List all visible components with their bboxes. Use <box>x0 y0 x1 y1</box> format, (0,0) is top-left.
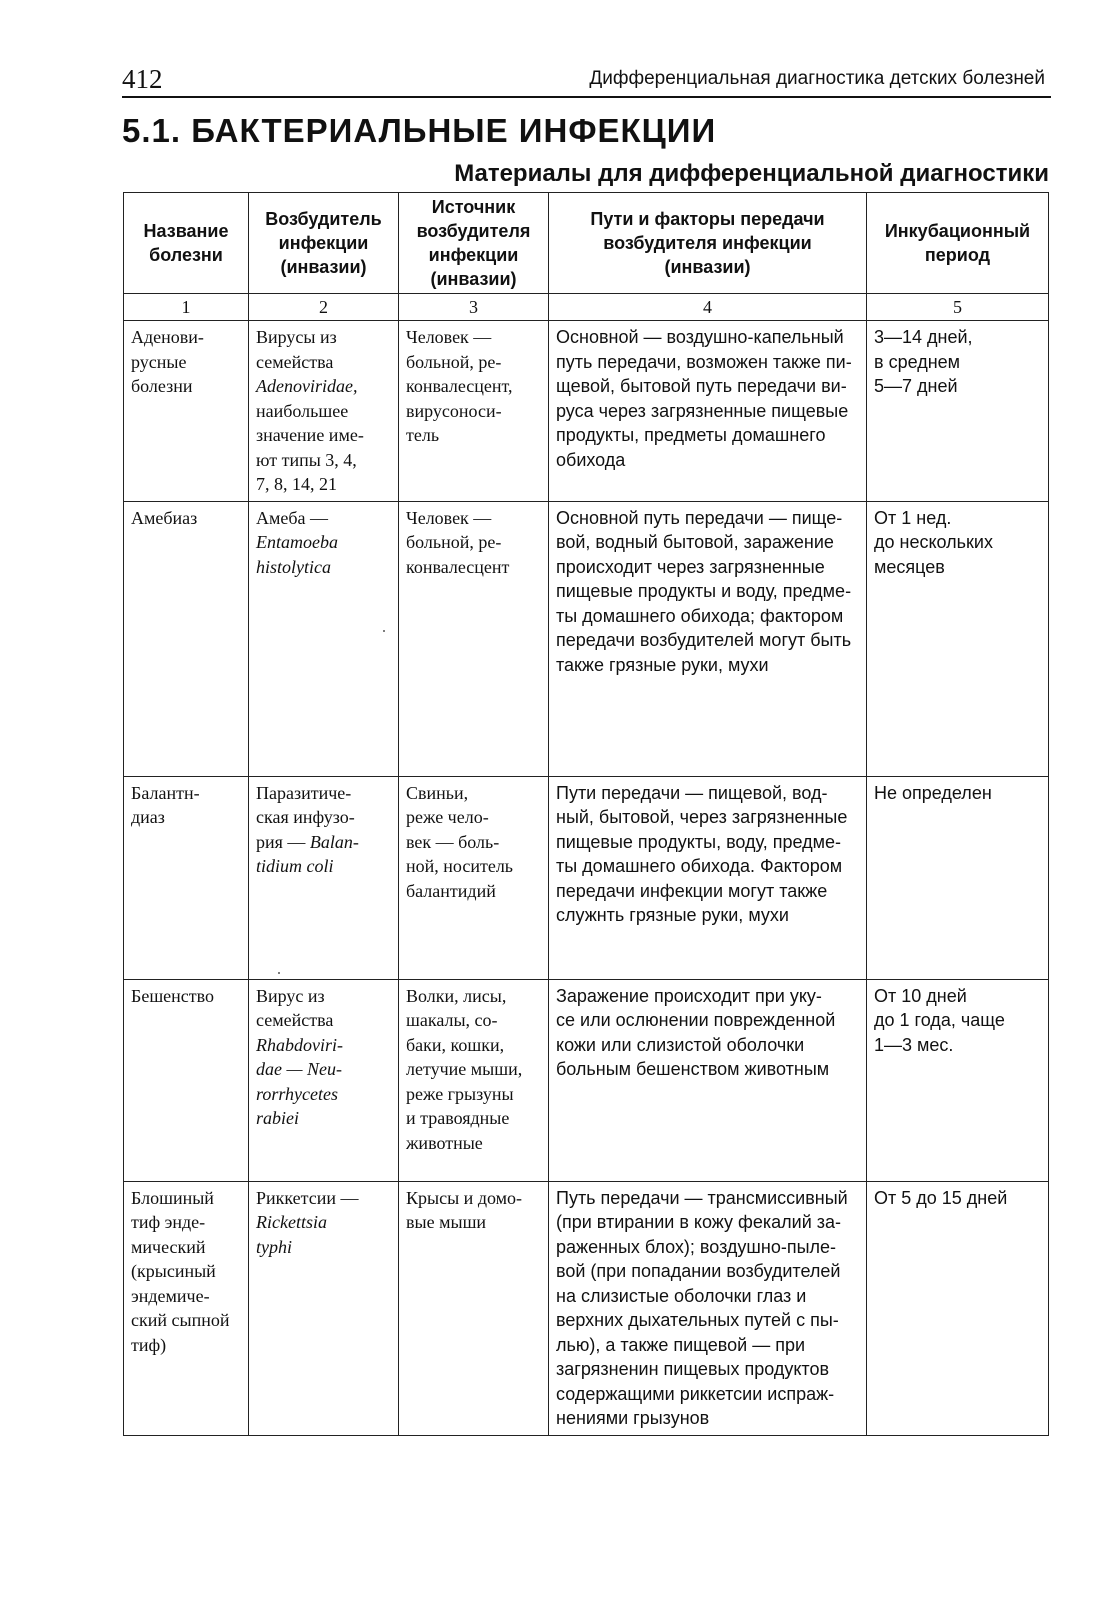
diagnostics-table <box>123 192 1049 1436</box>
disease-name: Бешенство <box>124 979 249 1181</box>
table-row <box>124 1181 1049 1435</box>
table-row <box>124 776 1049 979</box>
incubation-period: От 10 дней до 1 года, чаще 1—3 мес. <box>867 979 1049 1181</box>
disease-name: Амебиаз <box>124 501 249 776</box>
disease-agent <box>249 776 399 979</box>
column-number: 2 <box>249 294 399 321</box>
incubation-period: Не определен <box>867 776 1049 979</box>
column-number: 1 <box>124 294 249 321</box>
header-incubation: Инкубационный период <box>867 193 1049 294</box>
transmission-routes: Пути передачи — пищевой, вод- ный, бытовой, через загрязненные пищевые продукты, воду, предме- ты домашнего обихода. Фактором передачи инфекции могут также служнть грязные руки, мухи <box>549 776 867 979</box>
scan-speck <box>383 630 385 632</box>
table-row <box>124 979 1049 1181</box>
header-rule <box>122 96 1051 98</box>
agent-latin-name: Balan- tidium coli <box>256 831 359 876</box>
table-header-row <box>124 193 1049 294</box>
agent-text: Вирус из семейства <box>256 985 334 1030</box>
incubation-period: От 1 нед. до нескольких месяцев <box>867 501 1049 776</box>
disease-name: Балантн- диаз <box>124 776 249 979</box>
header-disease-name: Название болезни <box>124 193 249 294</box>
disease-name: Блошиный тиф энде- мический (крысиный эндемиче- ский сыпной тиф) <box>124 1181 249 1435</box>
agent-latin-name: Rickettsia typhi <box>256 1212 327 1257</box>
disease-agent <box>249 501 399 776</box>
column-number-row <box>124 294 1049 321</box>
scan-speck <box>278 972 280 974</box>
disease-agent <box>249 321 399 502</box>
incubation-period: От 5 до 15 дней <box>867 1181 1049 1435</box>
incubation-period: 3—14 дней, в среднем 5—7 дней <box>867 321 1049 502</box>
agent-text: наибольшее значение име- ют типы 3, 4, 7, 8, 14, 21 <box>256 400 364 494</box>
infection-source: Крысы и домо- вые мыши <box>399 1181 549 1435</box>
agent-latin-name: Adenoviridae, <box>256 376 358 396</box>
disease-agent <box>249 979 399 1181</box>
page-number: 412 <box>122 64 163 94</box>
section-title: 5.1. БАКТЕРИАЛЬНЫЕ ИНФЕКЦИИ <box>122 112 717 149</box>
transmission-routes: Основной — воздушно-капельный путь передачи, возможен также пи- щевой, бытовой путь передачи ви- руса через загрязненные пищевые продукты, предметы домашнего обихода <box>549 321 867 502</box>
column-number: 3 <box>399 294 549 321</box>
table-row <box>124 321 1049 502</box>
transmission-routes: Основной путь передачи — пище- вой, водный бытовой, заражение происходит через загрязненные пищевые продукты и воду, предме- ты домашнего обихода; фактором передачи возбудителей могут быть также грязные руки, мухи <box>549 501 867 776</box>
header-agent: Возбудитель инфекции (инвазии) <box>249 193 399 294</box>
agent-text: Амеба — <box>256 507 329 528</box>
infection-source: Человек — больной, ре- конвалесцент <box>399 501 549 776</box>
agent-latin-name: Entamoeba histolytica <box>256 532 338 577</box>
disease-name: Аденови- русные болезни <box>124 321 249 502</box>
agent-latin-name: Rhabdoviri- dae — Neu- rorrhycetes rabiei <box>256 1034 343 1128</box>
header-transmission: Пути и факторы передачи возбудителя инфекции (инвазии) <box>549 193 867 294</box>
header-source: Источник возбудителя инфекции (инвазии) <box>399 193 549 294</box>
agent-text: Паразитиче- ская инфузо- рия — <box>256 782 355 852</box>
transmission-routes: Путь передачи — трансмиссивный (при втирании в кожу фекалий за- раженных блох); воздушно-пыле- вой (при попадании возбудителей на слизистые оболочки глаз и верхних дыхательных путей с пы- лью), а также пищевой — при загрязненин пищевых продуктов содержащими риккетсии испраж- нениями грызунов <box>549 1181 867 1435</box>
table-row <box>124 501 1049 776</box>
agent-text: Риккетсии — <box>256 1187 359 1208</box>
infection-source: Волки, лисы, шакалы, со- баки, кошки, летучие мыши, реже грызуны и травоядные животные <box>399 979 549 1181</box>
column-number: 5 <box>867 294 1049 321</box>
transmission-routes: Заражение происходит при уку- се или ослюнении поврежденной кожи или слизистой оболочки больным бешенством животным <box>549 979 867 1181</box>
agent-text: Вирусы из семейства <box>256 327 337 372</box>
running-title: Дифференциальная диагностика детских болезней <box>589 68 1045 89</box>
table-caption: Материалы для дифференциальной диагностики <box>454 160 1049 187</box>
disease-agent <box>249 1181 399 1435</box>
infection-source: Человек — больной, ре- конвалесцент, вирусоноси- тель <box>399 321 549 502</box>
infection-source: Свиньи, реже чело- век — боль- ной, носитель балантидий <box>399 776 549 979</box>
column-number: 4 <box>549 294 867 321</box>
